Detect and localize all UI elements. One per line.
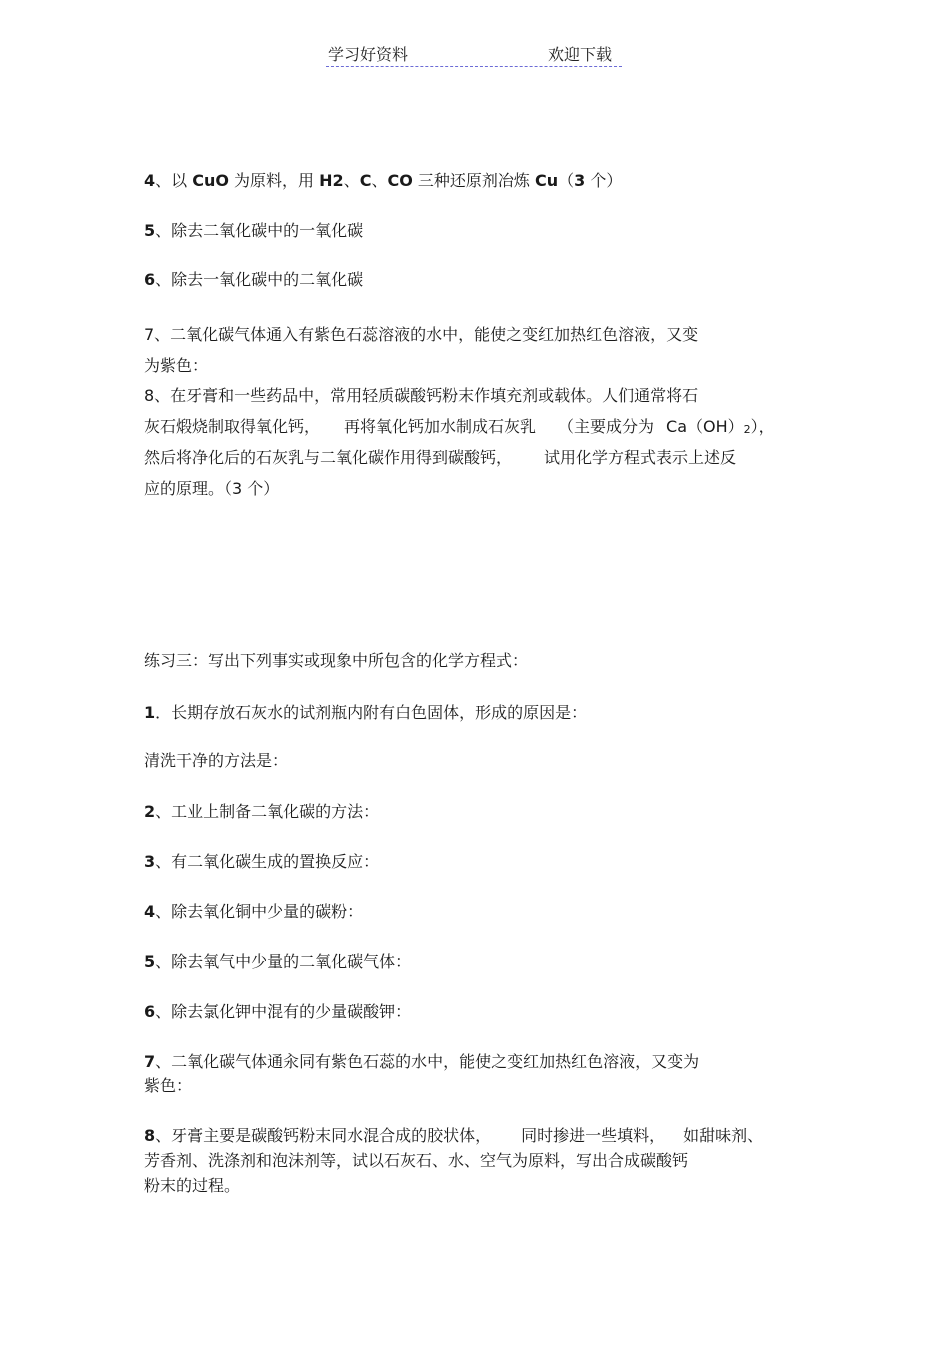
exercise-3-q1: 1．长期存放石灰水的试剂瓶内附有白色固体，形成的原因是：	[144, 703, 588, 722]
exercise-3-q8-line-2: 芳香剂、洗涤剂和泡沫剂等，试以石灰石、水、空气为原料，写出合成碳酸钙	[144, 1151, 689, 1170]
exercise-3-q3: 3、有二氧化碳生成的置换反应：	[144, 852, 380, 871]
question-5-remove-co: 5、除去二氧化碳中的一氧化碳	[144, 221, 364, 240]
exercise-3-q6: 6、除去氯化钾中混有的少量碳酸钾：	[144, 1002, 412, 1021]
exercise-3-title: 练习三：写出下列事实或现象中所包含的化学方程式：	[144, 651, 529, 670]
exercise-3-q8-line-1: 8、牙膏主要是碳酸钙粉末同水混合成的胶状体， 同时掺进一些填料， 如甜味剂、	[144, 1126, 764, 1145]
exercise-3-q7-line-2: 紫色：	[144, 1076, 193, 1095]
question-8-line-3: 然后将净化后的石灰乳与二氧化碳作用得到碳酸钙， 试用化学方程式表示上述反	[144, 448, 737, 467]
exercise-3-q7-line-1: 7、二氧化碳气体通汆同有紫色石蕊的水中，能使之变红加热红色溶液，又变为	[144, 1052, 700, 1071]
exercise-3-q4: 4、除去氧化铜中少量的碳粉：	[144, 902, 364, 921]
header-right-text: 欢迎下载	[548, 45, 613, 64]
question-8-line-4: 应的原理。（3 个）	[144, 479, 280, 498]
exercise-3-q2: 2、工业上制备二氧化碳的方法：	[144, 802, 380, 821]
page-header	[326, 40, 622, 67]
question-6-remove-co2: 6、除去一氧化碳中的二氧化碳	[144, 270, 364, 289]
header-left-text: 学习好资料	[328, 45, 409, 64]
question-4-cuo-reduction: 4、以 CuO 为原料，用 H2、C、CO 三种还原剂冶炼 Cu（3 个）	[144, 171, 623, 190]
question-7-line-2: 为紫色：	[144, 356, 209, 375]
exercise-3-q1-cleaning: 清洗干净的方法是：	[144, 751, 289, 770]
question-8-line-1: 8、在牙膏和一些药品中，常用轻质碳酸钙粉末作填充剂或载体。人们通常将石	[144, 386, 699, 405]
question-8-line-2: 灰石煅烧制取得氧化钙， 再将氧化钙加水制成石灰乳 （主要成分为 Ca（OH）2），	[144, 417, 775, 436]
question-7-line-1: 7、二氧化碳气体通入有紫色石蕊溶液的水中，能使之变红加热红色溶液，又变	[144, 325, 699, 344]
exercise-3-q8-line-3: 粉末的过程。	[144, 1176, 241, 1195]
exercise-3-q5: 5、除去氧气中少量的二氧化碳气体：	[144, 952, 412, 971]
